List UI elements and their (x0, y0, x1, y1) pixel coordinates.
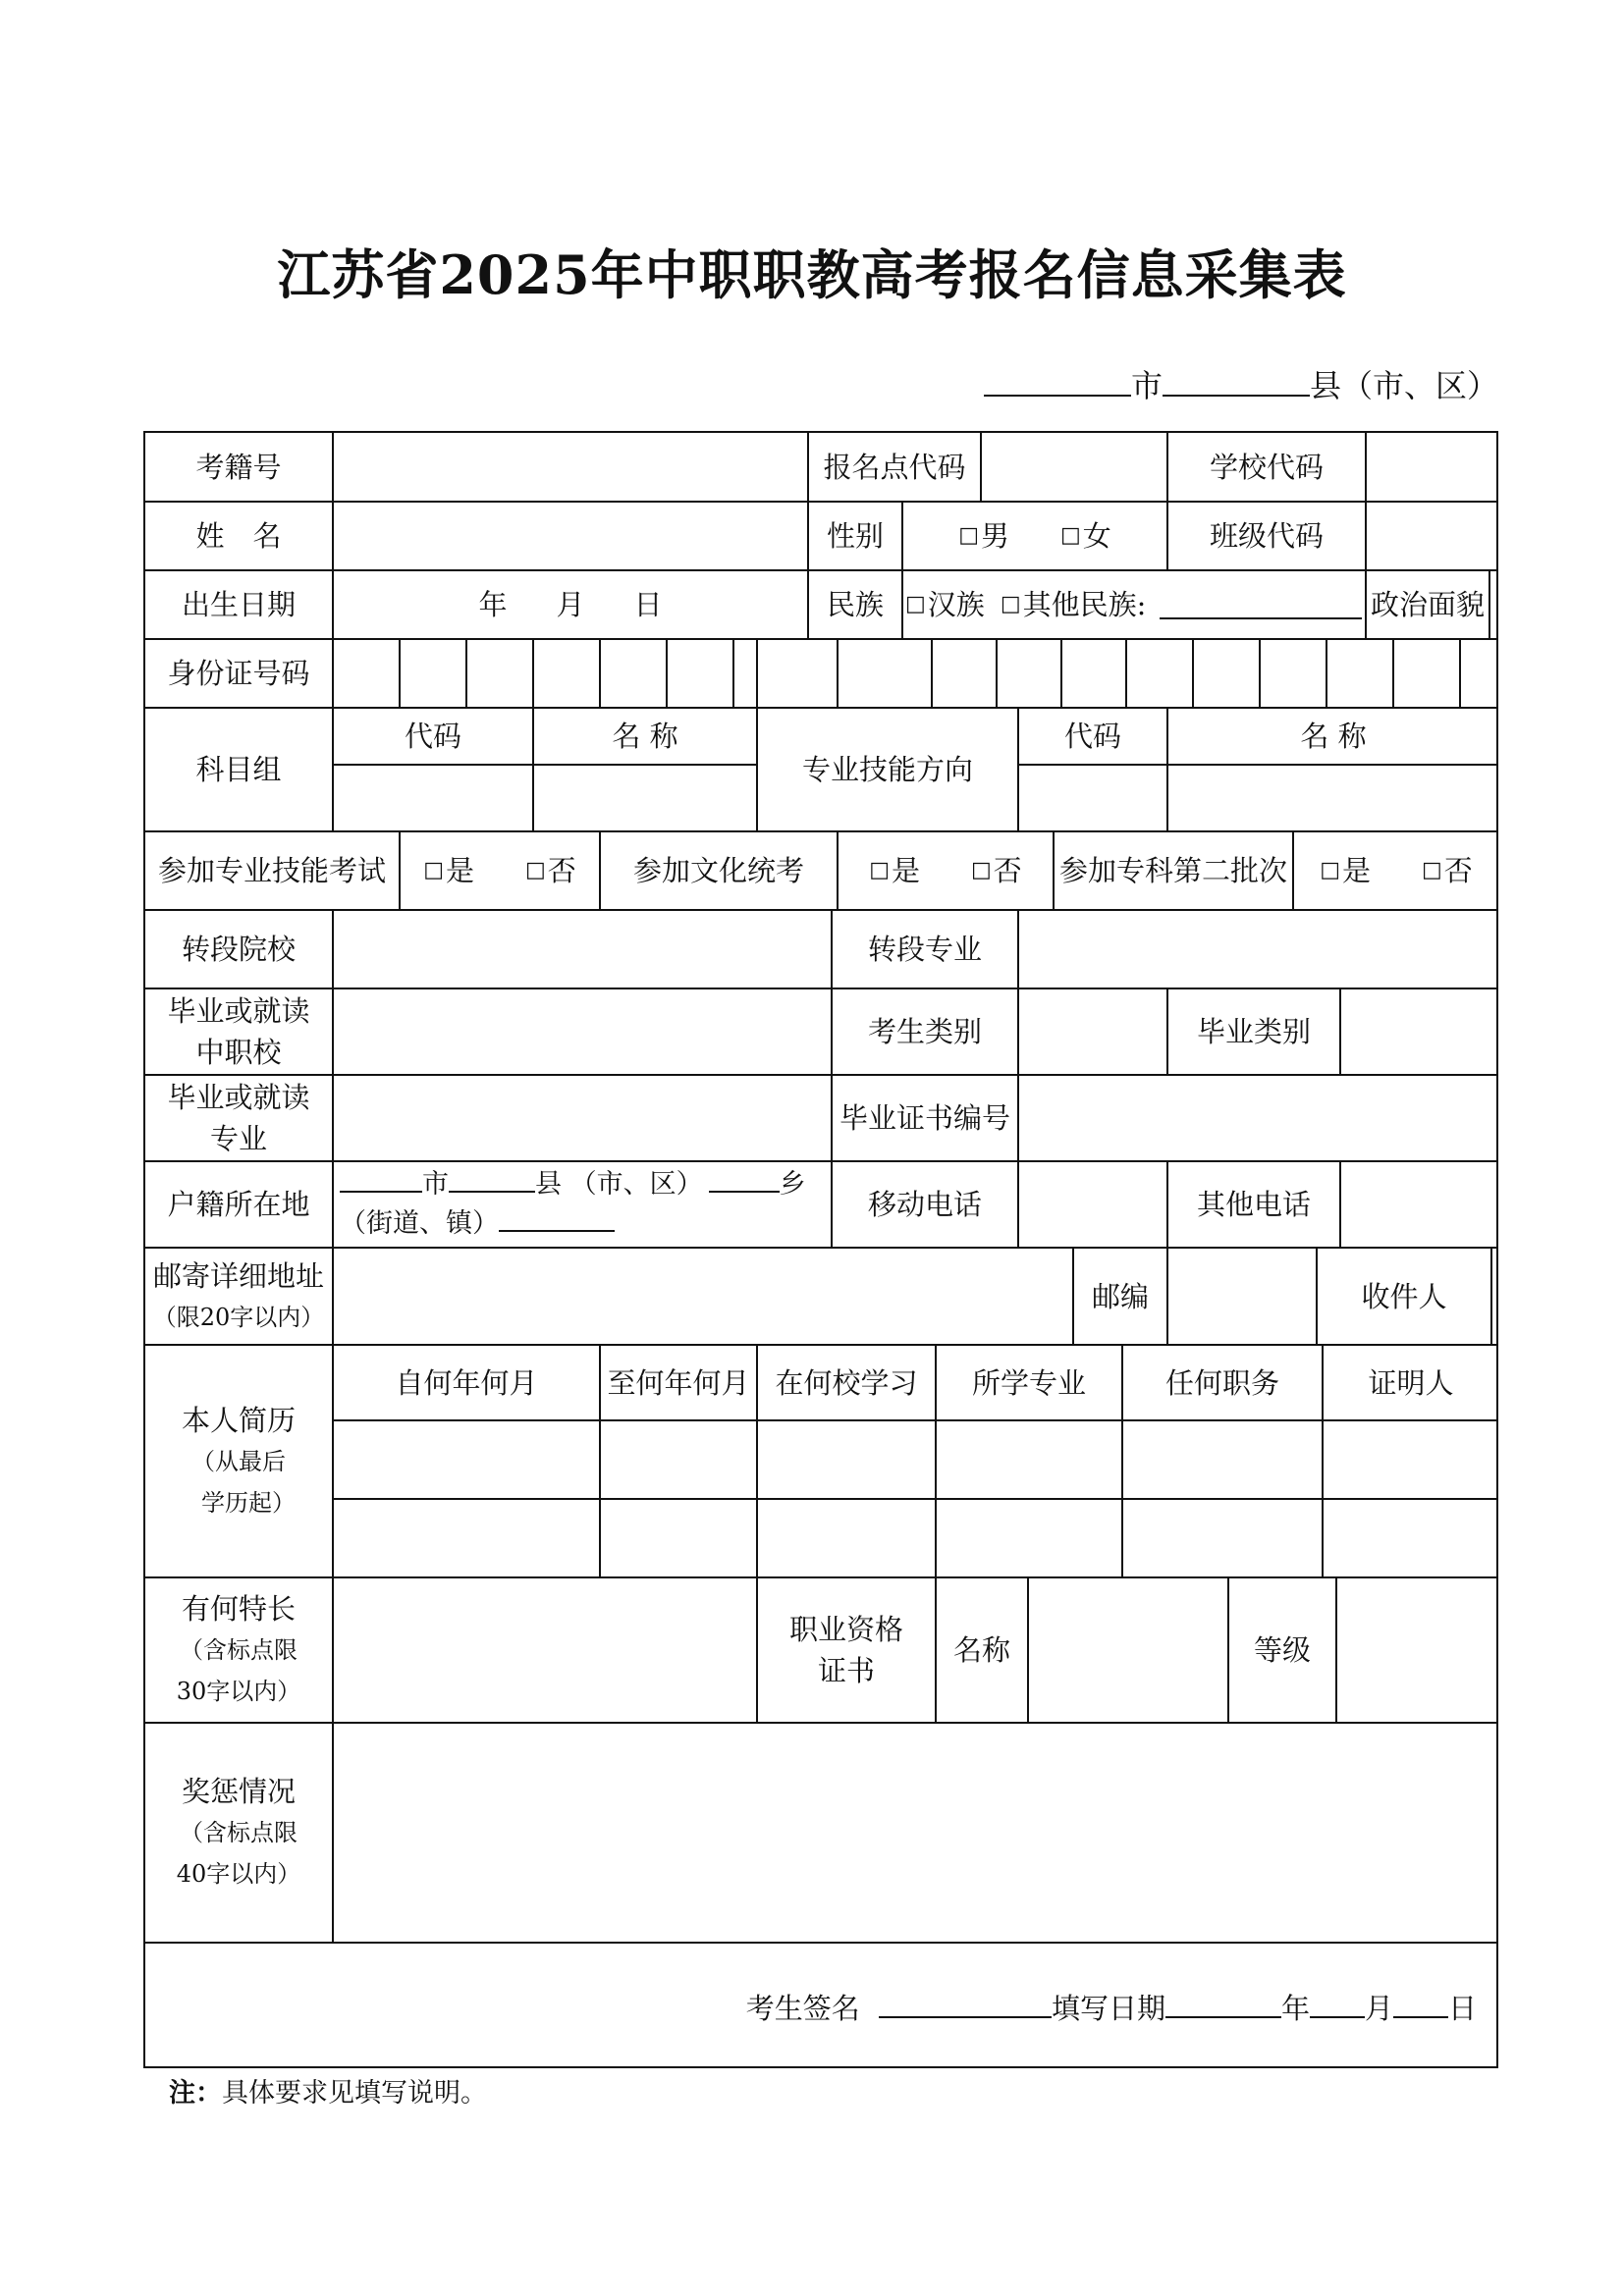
label-level: 等级 (1227, 1576, 1335, 1722)
subject-code-header: 代码 (332, 707, 532, 764)
checkbox-icon: □ (869, 858, 890, 882)
label-cert-name: 名称 (935, 1576, 1027, 1722)
label-cert-no: 毕业证书编号 (831, 1074, 1017, 1160)
label-transfer-major: 转段专业 (831, 909, 1017, 988)
checkbox-icon: □ (525, 858, 546, 882)
label-join-culture: 参加文化统考 (599, 830, 837, 909)
id-digit-cell[interactable] (1459, 638, 1498, 707)
resume-cell[interactable] (1322, 1419, 1498, 1498)
join-culture-no-option[interactable]: □ 否 (971, 850, 1022, 891)
page-title: 江苏省2025年中职职教高考报名信息采集表 (277, 243, 1347, 306)
hh-city-blank[interactable] (340, 1167, 422, 1193)
label-postcode: 邮编 (1072, 1247, 1166, 1344)
resume-header-from: 自何年何月 (332, 1344, 599, 1419)
checkbox-icon: □ (1422, 858, 1442, 882)
join-skill-yes-option[interactable]: □ 是 (423, 850, 474, 891)
id-digit-cell[interactable] (756, 638, 837, 707)
resume-header-major: 所学专业 (935, 1344, 1121, 1419)
label-household: 户籍所在地 (145, 1160, 332, 1247)
label-reg-code: 报名点代码 (807, 433, 980, 501)
checkbox-icon: □ (958, 523, 979, 548)
field-mobile[interactable] (1017, 1160, 1166, 1247)
label-grad-school: 毕业或就读 中职校 (145, 988, 332, 1074)
field-reg-code[interactable] (980, 433, 1166, 501)
id-digit-cell[interactable] (1125, 638, 1192, 707)
field-other-phone[interactable] (1339, 1160, 1498, 1247)
field-mail-addr[interactable] (332, 1247, 1072, 1344)
signature-blank[interactable] (879, 1991, 1052, 2018)
other-ethnicity-blank[interactable] (1160, 590, 1362, 619)
resume-cell[interactable] (756, 1498, 935, 1576)
field-birth-date[interactable]: 年 月 日 (332, 569, 807, 638)
label-join-second: 参加专科第二批次 (1053, 830, 1292, 909)
city-blank[interactable] (984, 365, 1131, 397)
field-postcode[interactable] (1166, 1247, 1316, 1344)
label-subject-group: 科目组 (145, 707, 332, 830)
label-ethnicity: 民族 (807, 569, 901, 638)
join-second-options (1292, 830, 1498, 909)
id-digit-cell[interactable] (332, 638, 399, 707)
id-digit-cell[interactable] (1326, 638, 1392, 707)
checkbox-icon: □ (423, 858, 444, 882)
field-cert-name[interactable] (1027, 1576, 1227, 1722)
resume-header-to: 至何年何月 (599, 1344, 756, 1419)
resume-cell[interactable] (935, 1498, 1121, 1576)
label-grad-major: 毕业或就读 专业 (145, 1074, 332, 1160)
county-blank[interactable] (1163, 365, 1310, 397)
checkbox-icon: □ (905, 592, 926, 616)
resume-cell[interactable] (599, 1419, 756, 1498)
checkbox-icon: □ (1320, 858, 1340, 882)
label-skill-direction: 专业技能方向 (756, 707, 1017, 830)
gender-female-option[interactable]: □ 女 (1060, 515, 1111, 557)
hh-county-blank[interactable] (449, 1167, 535, 1193)
field-skill-name[interactable] (1166, 764, 1498, 830)
label-mail-addr: 邮寄详细地址 （限20字以内） (145, 1247, 332, 1344)
id-digit-cell[interactable] (1259, 638, 1326, 707)
resume-cell[interactable] (1121, 1498, 1322, 1576)
label-awards: 奖惩情况 （含标点限 40字以内） (145, 1722, 332, 1942)
field-student-type[interactable] (1017, 988, 1166, 1074)
field-subject-name[interactable] (532, 764, 756, 830)
field-grad-major[interactable] (332, 1074, 831, 1160)
label-class-code: 班级代码 (1166, 501, 1365, 569)
label-qual-cert: 职业资格 证书 (756, 1576, 935, 1722)
resume-header-witness: 证明人 (1322, 1344, 1498, 1419)
resume-cell[interactable] (599, 1498, 756, 1576)
label-specialty: 有何特长 （含标点限 30字以内） (145, 1576, 332, 1722)
signature-line: 考生签名 填写日期 年 月 日 (745, 1992, 1477, 2025)
field-skill-code[interactable] (1017, 764, 1166, 830)
id-digit-cell[interactable] (996, 638, 1060, 707)
label-resume: 本人简历 （从最后 学历起） (145, 1344, 332, 1576)
field-awards[interactable] (332, 1722, 1498, 1942)
resume-cell[interactable] (935, 1419, 1121, 1498)
label-student-type: 考生类别 (831, 988, 1017, 1074)
ethnicity-han-option[interactable]: □ 汉族 (905, 584, 985, 625)
label-id-no: 身份证号码 (145, 638, 332, 707)
field-exam-no[interactable] (332, 433, 807, 501)
region-line (984, 365, 1498, 405)
gender-options (901, 501, 1166, 569)
field-grad-type[interactable] (1339, 988, 1498, 1074)
label-other-phone: 其他电话 (1166, 1160, 1339, 1247)
checkbox-icon: □ (971, 858, 992, 882)
join-second-no-option[interactable]: □ 否 (1422, 850, 1473, 891)
ethnicity-options (901, 569, 1365, 638)
footnote-prefix: 注： (169, 2078, 222, 2109)
label-name: 姓 名 (145, 501, 332, 569)
footnote-text: 具体要求见填写说明。 (222, 2078, 487, 2109)
id-digit-cell[interactable] (732, 638, 756, 707)
resume-header-position: 任何职务 (1121, 1344, 1322, 1419)
field-subject-code[interactable] (332, 764, 532, 830)
label-birth: 出生日期 (145, 569, 332, 638)
hh-town-blank[interactable] (709, 1167, 780, 1193)
label-exam-no: 考籍号 (195, 450, 282, 484)
label-grad-type: 毕业类别 (1166, 988, 1339, 1074)
field-name[interactable] (332, 501, 807, 569)
field-class-code[interactable] (1365, 501, 1498, 569)
field-transfer-school[interactable] (332, 909, 831, 988)
id-digit-cell[interactable] (1392, 638, 1459, 707)
skill-name-header: 名 称 (1166, 707, 1498, 764)
id-digit-cell[interactable] (1192, 638, 1259, 707)
field-cert-no[interactable] (1017, 1074, 1498, 1160)
city-suffix: 市 (1130, 367, 1163, 404)
join-second-yes-option[interactable]: □ 是 (1320, 850, 1371, 891)
field-political[interactable] (1489, 569, 1498, 638)
label-school-code: 学校代码 (1166, 433, 1365, 501)
resume-header-school: 在何校学习 (756, 1344, 935, 1419)
field-household[interactable]: 市 县 （市、区） 乡 （街道、镇） (332, 1160, 831, 1247)
checkbox-icon: □ (1060, 523, 1081, 548)
label-join-skill: 参加专业技能考试 (145, 830, 399, 909)
field-school-code[interactable] (1365, 433, 1498, 501)
resume-cell[interactable] (1322, 1498, 1498, 1576)
id-digit-cell[interactable] (931, 638, 996, 707)
join-skill-no-option[interactable]: □ 否 (525, 850, 576, 891)
subject-name-header: 名 称 (532, 707, 756, 764)
label-transfer-school: 转段院校 (145, 909, 332, 988)
join-skill-options (399, 830, 599, 909)
field-grad-school[interactable] (332, 988, 831, 1074)
resume-cell[interactable] (332, 1498, 599, 1576)
field-transfer-major[interactable] (1017, 909, 1498, 988)
date-month-blank[interactable] (1310, 1991, 1365, 2018)
join-culture-options (837, 830, 1053, 909)
id-digit-cell[interactable] (465, 638, 532, 707)
id-digit-cell[interactable] (1060, 638, 1125, 707)
date-day-blank[interactable] (1393, 1991, 1448, 2018)
id-digit-cell[interactable] (532, 638, 599, 707)
footnote (169, 2071, 487, 2109)
signature-row (145, 1942, 1498, 2068)
field-recipient[interactable] (1490, 1247, 1498, 1344)
resume-cell[interactable] (1121, 1419, 1322, 1498)
label-mobile: 移动电话 (831, 1160, 1017, 1247)
join-culture-yes-option[interactable]: □ 是 (869, 850, 920, 891)
registration-form-table (143, 431, 1498, 2068)
date-year-blank[interactable] (1165, 1991, 1281, 2018)
id-digit-cell[interactable] (837, 638, 931, 707)
field-level[interactable] (1335, 1576, 1498, 1722)
resume-cell[interactable] (332, 1419, 599, 1498)
ethnicity-other-option[interactable]: □ 其他民族: (1001, 584, 1147, 625)
label-gender: 性别 (807, 501, 901, 569)
label-political: 政治面貌 (1365, 569, 1489, 638)
gender-male-option[interactable]: □ 男 (958, 515, 1009, 557)
checkbox-icon: □ (1000, 592, 1021, 616)
field-specialty[interactable] (332, 1576, 756, 1722)
resume-cell[interactable] (756, 1419, 935, 1498)
id-digit-cell[interactable] (599, 638, 666, 707)
id-digit-cell[interactable] (666, 638, 732, 707)
id-digit-cell[interactable] (399, 638, 465, 707)
county-suffix: 县（市、区） (1309, 367, 1498, 404)
label-recipient: 收件人 (1316, 1247, 1490, 1344)
skill-code-header: 代码 (1017, 707, 1166, 764)
hh-street-blank[interactable] (499, 1206, 615, 1232)
